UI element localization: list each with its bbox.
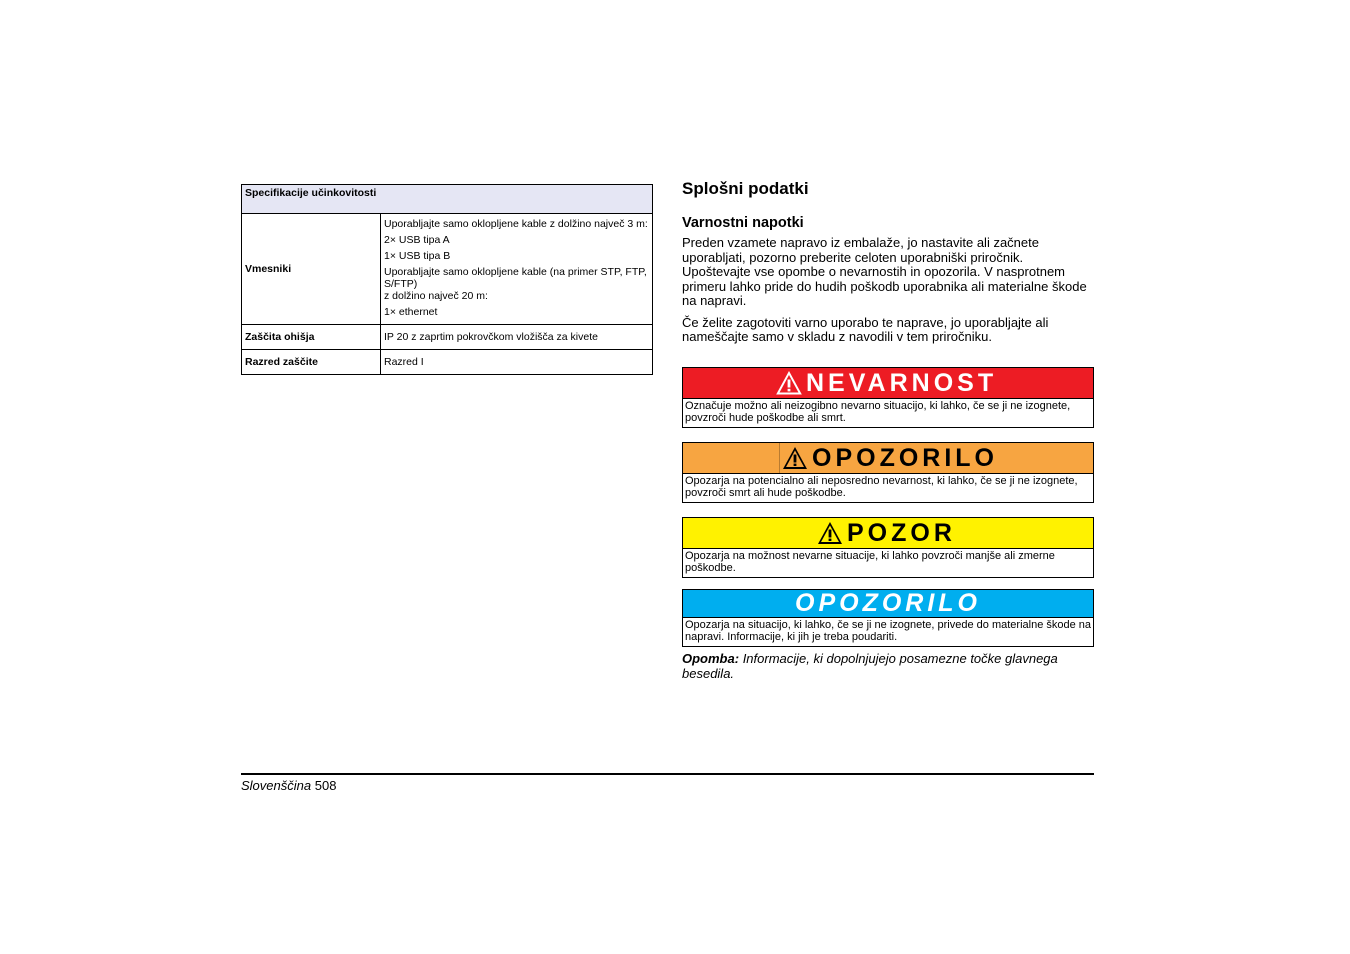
row-label-protection-class: Razred zaščite xyxy=(242,350,381,375)
value-line: 2× USB tipa A xyxy=(384,234,450,246)
page-number: 508 xyxy=(314,778,337,793)
paragraph: Preden vzamete napravo iz embalaže, jo nastavite ali začnete uporabljati, pozorno preberite celoten uporabniški priročnik. Upoštevajte vse opombe o nevarnostih in opozorila. V nasprotnem primeru lahko pride do hudih poškodb uporabnika ali materialne škode na napravi. xyxy=(682,235,1087,308)
value-line: Uporabljajte samo oklopljene kable z dolžino največ 3 m: xyxy=(384,218,648,230)
caution-band xyxy=(683,518,1093,548)
note xyxy=(682,651,1094,681)
notice-description: Opozarja na situacijo, ki lahko, če se ji ne izognete, privede do materialne škode na napravi. Informacije, ki jih je treba poudariti. xyxy=(683,617,1093,646)
value-line: 1× USB tipa B xyxy=(384,250,451,262)
notice-signal-word: OPOZORILO xyxy=(795,589,981,617)
paragraph: Če želite zagotoviti varno uporabo te naprave, jo uporabljajte ali nameščajte samo v skladu z navodili v tem priročniku. xyxy=(682,314,1049,344)
section-title: Splošni podatki xyxy=(682,179,809,198)
general-info-section xyxy=(682,178,1094,681)
note-label: Opomba: xyxy=(682,650,740,666)
row-value-protection-class: Razred I xyxy=(381,350,653,375)
warning-signal-word: OPOZORILO xyxy=(812,443,998,472)
caution-box xyxy=(682,517,1094,578)
table-row xyxy=(242,350,653,375)
notice-box xyxy=(682,589,1094,647)
notice-band xyxy=(683,590,1093,617)
row-label-enclosure: Zaščita ohišja xyxy=(242,325,381,350)
band-divider xyxy=(779,443,780,473)
value-line: Uporabljajte samo oklopljene kable (na primer STP, FTP, S/FTP) xyxy=(384,266,647,290)
danger-signal-word: NEVARNOST xyxy=(806,368,998,397)
table-row xyxy=(242,325,653,350)
footer-rule xyxy=(241,773,1094,775)
row-value-interfaces xyxy=(381,214,653,325)
warning-triangle-icon xyxy=(817,521,843,545)
caution-signal-word: POZOR xyxy=(847,518,956,547)
row-value-enclosure: IP 20 z zaprtim pokrovčkom vložišča za kivete xyxy=(381,325,653,350)
row-label-interfaces: Vmesniki xyxy=(242,214,381,325)
warning-description: Opozarja na potencialno ali neposredno nevarnost, ki lahko, če se ji ne izognete, povzroči smrt ali hude poškodbe. xyxy=(683,473,1093,502)
danger-band xyxy=(683,368,1093,398)
note-text: Informacije, ki dopolnjujejo posamezne točke glavnega besedila. xyxy=(682,650,1058,681)
danger-box xyxy=(682,367,1094,428)
warning-triangle-icon xyxy=(776,371,802,395)
warning-band xyxy=(683,443,1093,473)
section-subtitle: Varnostni napotki xyxy=(682,215,804,231)
value-line: z dolžino največ 20 m: xyxy=(384,290,488,302)
value-line: 1× ethernet xyxy=(384,306,438,318)
caution-description: Opozarja na možnost nevarne situacije, ki lahko povzroči manjše ali zmerne poškodbe. xyxy=(683,548,1093,577)
table-row xyxy=(242,214,653,325)
spec-table xyxy=(241,184,653,375)
spec-table-header: Specifikacije učinkovitosti xyxy=(242,185,653,214)
warning-triangle-icon xyxy=(782,446,808,470)
footer-language: Slovenščina xyxy=(241,778,312,793)
warning-box xyxy=(682,442,1094,503)
page-footer xyxy=(241,778,336,794)
danger-description: Označuje možno ali neizogibno nevarno situacijo, ki lahko, če se ji ne izognete, povzroči hude poškodbe ali smrt. xyxy=(683,398,1093,427)
